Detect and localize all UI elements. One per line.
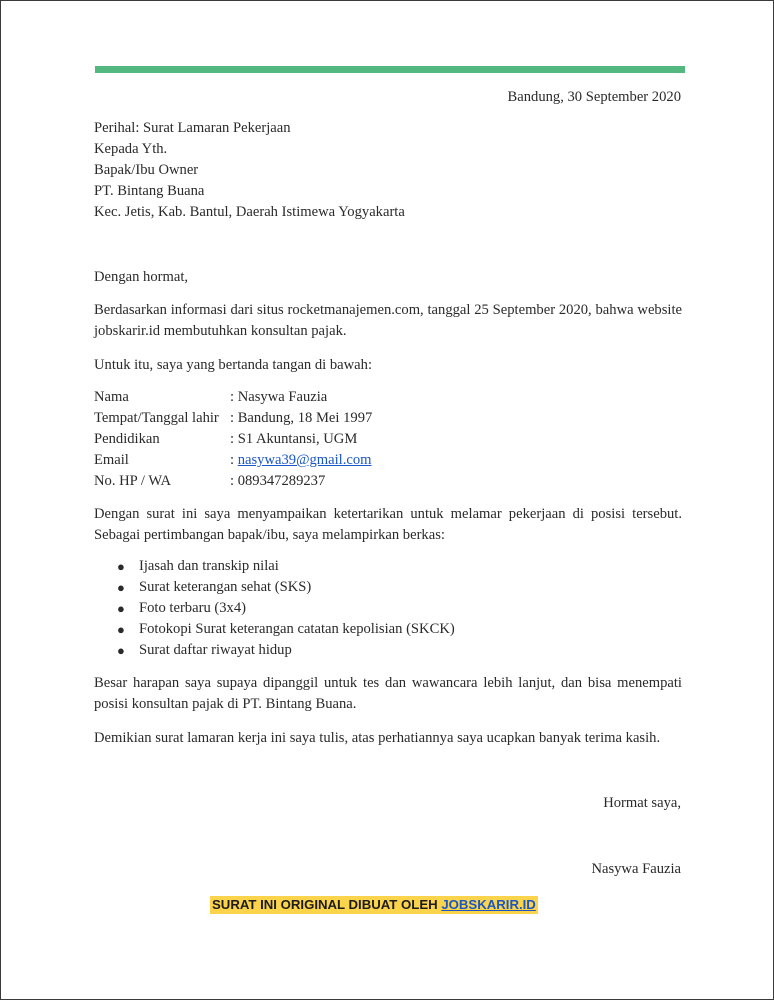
letter-date: Bandung, 30 September 2020 <box>507 89 681 105</box>
paragraph-undersigned: Untuk itu, saya yang bertanda tangan di bawah: <box>94 357 373 373</box>
subject-line: Perihal: Surat Lamaran Pekerjaan <box>94 120 291 136</box>
recipient-company: PT. Bintang Buana <box>94 183 205 199</box>
info-label: Pendidikan <box>94 431 160 447</box>
attachment-item: Ijasah dan transkip nilai <box>139 558 279 574</box>
bullet-dot: ● <box>117 643 125 658</box>
recipient-name: Bapak/Ibu Owner <box>94 162 199 178</box>
attachment-item: Foto terbaru (3x4) <box>139 600 246 616</box>
email-prefix: : <box>230 452 238 468</box>
greeting: Dengan hormat, <box>94 269 189 285</box>
info-value <box>230 450 372 471</box>
info-label: Tempat/Tanggal lahir <box>94 410 219 426</box>
info-label: No. HP / WA <box>94 473 172 489</box>
attachment-item: Surat daftar riwayat hidup <box>139 642 292 658</box>
info-value: : Nasywa Fauzia <box>230 389 328 405</box>
bullet-dot: ● <box>117 559 125 574</box>
info-label: Nama <box>94 389 129 405</box>
info-value: : 089347289237 <box>230 473 326 489</box>
paragraph-intro: Berdasarkan informasi dari situs rocketmanajemen.com, tanggal 25 September 2020, bahwa website jobskarir.id membutuhkan konsultan pajak. <box>94 302 682 339</box>
info-value: : S1 Akuntansi, UGM <box>230 431 358 447</box>
info-label: Email <box>94 452 129 468</box>
footer-text: SURAT INI ORIGINAL DIBUAT OLEH <box>212 897 442 912</box>
bullet-dot: ● <box>117 622 125 637</box>
footer-banner <box>210 896 538 914</box>
paragraph-hope: Besar harapan saya supaya dipanggil untuk tes dan wawancara lebih lanjut, dan bisa menempati posisi konsultan pajak di PT. Bintang Buana. <box>94 675 682 712</box>
footer-link[interactable]: JOBSKARIR.ID <box>441 897 536 912</box>
recipient-address: Kec. Jetis, Kab. Bantul, Daerah Istimewa Yogyakarta <box>94 204 405 220</box>
closing-phrase: Hormat saya, <box>603 795 681 811</box>
recipient-salutation: Kepada Yth. <box>94 141 168 157</box>
signature-name: Nasywa Fauzia <box>591 861 681 877</box>
info-value: : Bandung, 18 Mei 1997 <box>230 410 373 426</box>
bullet-dot: ● <box>117 580 125 595</box>
paragraph-interest: Dengan surat ini saya menyampaikan ketertarikan untuk melamar pekerjaan di posisi tersebut. Sebagai pertimbangan bapak/ibu, saya melampirkan berkas: <box>94 506 682 543</box>
attachment-item: Surat keterangan sehat (SKS) <box>139 579 312 595</box>
attachment-item: Fotokopi Surat keterangan catatan kepolisian (SKCK) <box>139 621 455 637</box>
accent-bar <box>95 66 685 73</box>
paragraph-closing: Demikian surat lamaran kerja ini saya tulis, atas perhatiannya saya ucapkan banyak terima kasih. <box>94 730 661 746</box>
email-link[interactable]: nasywa39@gmail.com <box>237 452 372 468</box>
bullet-dot: ● <box>117 601 125 616</box>
